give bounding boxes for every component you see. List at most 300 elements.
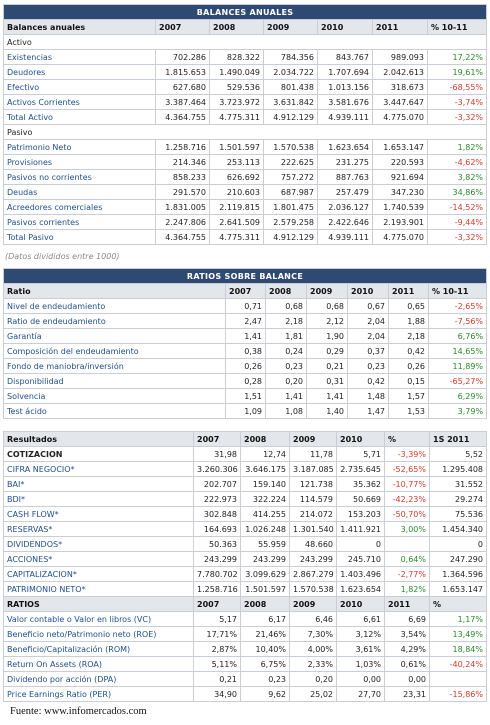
value-cell: 2.036.127 [318, 200, 373, 215]
value-cell: 3.387.464 [156, 95, 210, 110]
column-header: 2010 [348, 284, 389, 299]
value-cell: 2,33% [290, 657, 337, 672]
table-row [4, 552, 487, 567]
value-cell: 1,51 [226, 389, 266, 404]
pct-cell: 11,89% [429, 359, 487, 374]
table-row [4, 110, 487, 125]
value-cell: 1.258.716 [194, 582, 241, 597]
column-header: 2011 [385, 597, 430, 612]
row-label: Total Activo [4, 110, 156, 125]
row-label: CAPITALIZACION* [4, 567, 194, 582]
pct-cell: 1,82% [428, 140, 487, 155]
value-cell: 1,90 [307, 329, 348, 344]
table-row [4, 567, 487, 582]
header-row [4, 597, 487, 612]
value-cell: 843.767 [318, 50, 373, 65]
value-cell: 3.723.972 [210, 95, 264, 110]
value-cell: 1.801.475 [264, 200, 318, 215]
value-cell: 4.775.070 [373, 110, 428, 125]
table-row [4, 359, 487, 374]
value-cell: 2.193.901 [373, 215, 428, 230]
value-cell: 4.939.111 [318, 110, 373, 125]
value-cell: 2.042.613 [373, 65, 428, 80]
table-row [4, 125, 487, 140]
column-header: 2007 [226, 284, 266, 299]
pct-cell: 6,29% [429, 389, 487, 404]
row-label: Fondo de maniobra/inversión [4, 359, 226, 374]
value-cell: 0,68 [266, 299, 307, 314]
value-cell: 1.454.340 [430, 522, 487, 537]
pct-cell: 13,49% [430, 627, 487, 642]
value-cell: 121.738 [290, 477, 337, 492]
value-cell: 17,71% [194, 627, 241, 642]
pct-cell: 1,82% [385, 582, 430, 597]
table-row [4, 477, 487, 492]
pct-cell: -7,56% [429, 314, 487, 329]
column-header: 2009 [290, 432, 337, 447]
table-row [4, 657, 487, 672]
value-cell: 1,03% [337, 657, 385, 672]
value-cell: 29.274 [430, 492, 487, 507]
value-cell: 1.295.408 [430, 462, 487, 477]
ratios-balance-title: RATIOS SOBRE BALANCE [4, 269, 487, 284]
value-cell: 3.631.842 [264, 95, 318, 110]
value-cell: 1.570.538 [290, 582, 337, 597]
value-cell: 12,74 [241, 447, 290, 462]
value-cell: 210.603 [210, 185, 264, 200]
pct-cell: -3,32% [428, 230, 487, 245]
pct-cell: -3,32% [428, 110, 487, 125]
value-cell: 1.707.694 [318, 65, 373, 80]
table-row [4, 200, 487, 215]
value-cell: 0,00 [385, 672, 430, 687]
value-cell: 2.422.646 [318, 215, 373, 230]
row-label: Deudas [4, 185, 156, 200]
column-header: 2011 [373, 20, 428, 35]
value-cell: 414.255 [241, 507, 290, 522]
table-row [4, 687, 487, 702]
row-label: Composición del endeudamiento [4, 344, 226, 359]
value-cell: 1,40 [307, 404, 348, 419]
value-cell: 2.119.815 [210, 200, 264, 215]
value-cell: 1.623.654 [337, 582, 385, 597]
pct-cell: 17,22% [428, 50, 487, 65]
value-cell: 2,04 [348, 329, 389, 344]
pct-cell: -52,65% [385, 462, 430, 477]
value-cell: 222.973 [194, 492, 241, 507]
value-cell: 2,12 [307, 314, 348, 329]
value-cell: 23,31 [385, 687, 430, 702]
value-cell: 0,68 [307, 299, 348, 314]
pct-cell: -4,62% [428, 155, 487, 170]
column-header: 2009 [290, 597, 337, 612]
value-cell: 34,90 [194, 687, 241, 702]
column-header: % 10-11 [428, 20, 487, 35]
row-label: Activos Corrientes [4, 95, 156, 110]
value-cell: 1.301.540 [290, 522, 337, 537]
pct-cell: -40,24% [430, 657, 487, 672]
table-row [4, 155, 487, 170]
value-cell: 153.203 [337, 507, 385, 522]
row-label: COTIZACION [4, 447, 194, 462]
value-cell: 6,69 [385, 612, 430, 627]
value-cell: 4,29% [385, 642, 430, 657]
pct-cell: -2,65% [429, 299, 487, 314]
pct-cell: 6,76% [429, 329, 487, 344]
value-cell: 0,23 [266, 359, 307, 374]
value-cell: 1,41 [266, 389, 307, 404]
row-label: Ratio de endeudamiento [4, 314, 226, 329]
value-cell: 529.536 [210, 80, 264, 95]
value-cell: 687.987 [264, 185, 318, 200]
value-cell: 0,26 [389, 359, 429, 374]
value-cell: 214.072 [290, 507, 337, 522]
pct-cell: 1,17% [430, 612, 487, 627]
pct-cell: -42,23% [385, 492, 430, 507]
table-row [4, 170, 487, 185]
value-cell: 231.275 [318, 155, 373, 170]
table-row [4, 299, 487, 314]
value-cell: 75.536 [430, 507, 487, 522]
value-cell: 921.694 [373, 170, 428, 185]
pct-cell: 18,84% [430, 642, 487, 657]
value-cell: 214.346 [156, 155, 210, 170]
value-cell: 31,98 [194, 447, 241, 462]
pct-cell: -50,70% [385, 507, 430, 522]
value-cell: 858.233 [156, 170, 210, 185]
row-label: Pasivos no corrientes [4, 170, 156, 185]
value-cell: 243.299 [194, 552, 241, 567]
value-cell: 159.140 [241, 477, 290, 492]
row-label: Beneficio neto/Patrimonio neto (ROE) [4, 627, 194, 642]
column-header: 2008 [266, 284, 307, 299]
value-cell: 220.593 [373, 155, 428, 170]
column-header: 2010 [318, 20, 373, 35]
value-cell: 1.013.156 [318, 80, 373, 95]
value-cell: 702.286 [156, 50, 210, 65]
value-cell: 5,71 [337, 447, 385, 462]
value-cell: 7.780.702 [194, 567, 241, 582]
value-cell: 1.653.147 [373, 140, 428, 155]
resultados-panel [3, 431, 486, 702]
value-cell: 5,52 [430, 447, 487, 462]
value-cell: 2.579.258 [264, 215, 318, 230]
value-cell: 222.625 [264, 155, 318, 170]
section-label: Activo [4, 35, 487, 50]
value-cell: 1.740.539 [373, 200, 428, 215]
table-row [4, 462, 487, 477]
balances-title: BALANCES ANUALES [4, 5, 487, 20]
value-cell: 322.224 [241, 492, 290, 507]
units-note: (Datos divididos entre 1000) [5, 252, 120, 261]
pct-cell: 14,65% [429, 344, 487, 359]
value-cell: 2,47 [226, 314, 266, 329]
ratios-balance-table [3, 268, 487, 419]
value-cell: 0,23 [348, 359, 389, 374]
value-cell: 243.299 [241, 552, 290, 567]
table-row [4, 140, 487, 155]
value-cell: 114.579 [290, 492, 337, 507]
table-row [4, 65, 487, 80]
column-header: % [430, 597, 487, 612]
value-cell: 801.438 [264, 80, 318, 95]
value-cell: 2,04 [348, 314, 389, 329]
value-cell: 887.763 [318, 170, 373, 185]
value-cell: 247.290 [430, 552, 487, 567]
table-row [4, 185, 487, 200]
row-label: Deudores [4, 65, 156, 80]
value-cell: 989.093 [373, 50, 428, 65]
pct-cell [385, 537, 430, 552]
balances-table [3, 4, 487, 245]
value-cell: 0,00 [337, 672, 385, 687]
row-label: Total Pasivo [4, 230, 156, 245]
value-cell: 2.247.806 [156, 215, 210, 230]
row-label: PATRIMONIO NETO* [4, 582, 194, 597]
table-row [4, 404, 487, 419]
row-label: ACCIONES* [4, 552, 194, 567]
table-row [4, 582, 487, 597]
header-row [4, 20, 487, 35]
column-header: % [385, 432, 430, 447]
value-cell: 1,57 [389, 389, 429, 404]
value-cell: 3.581.676 [318, 95, 373, 110]
pct-cell: 19,61% [428, 65, 487, 80]
value-cell: 0,71 [226, 299, 266, 314]
column-header: 2007 [156, 20, 210, 35]
row-label: BDI* [4, 492, 194, 507]
pct-cell: -2,77% [385, 567, 430, 582]
value-cell: 4.939.111 [318, 230, 373, 245]
value-cell: 2,87% [194, 642, 241, 657]
value-cell: 0,42 [389, 344, 429, 359]
column-header: 2011 [389, 284, 429, 299]
value-cell: 4.364.755 [156, 230, 210, 245]
header-row [4, 432, 487, 447]
row-label: Dividendo por acción (DPA) [4, 672, 194, 687]
value-cell: 3,54% [385, 627, 430, 642]
value-cell: 4.775.070 [373, 230, 428, 245]
value-cell: 50.363 [194, 537, 241, 552]
table-row [4, 80, 487, 95]
value-cell: 3.447.647 [373, 95, 428, 110]
value-cell: 5,11% [194, 657, 241, 672]
value-cell: 1.570.538 [264, 140, 318, 155]
value-cell: 1,88 [389, 314, 429, 329]
value-cell: 3,61% [337, 642, 385, 657]
column-header: RATIOS [4, 597, 194, 612]
value-cell: 0,28 [226, 374, 266, 389]
section-label: Pasivo [4, 125, 487, 140]
table-row [4, 35, 487, 50]
value-cell: 1,41 [226, 329, 266, 344]
pct-cell: 34,86% [428, 185, 487, 200]
column-header: 2009 [264, 20, 318, 35]
row-label: Pasivos corrientes [4, 215, 156, 230]
value-cell: 245.710 [337, 552, 385, 567]
value-cell: 0,65 [389, 299, 429, 314]
table-row [4, 374, 487, 389]
row-label: Beneficio/Capitalización (ROM) [4, 642, 194, 657]
value-cell: 0,21 [307, 359, 348, 374]
value-cell: 1.026.248 [241, 522, 290, 537]
value-cell: 6,61 [337, 612, 385, 627]
table-row [4, 672, 487, 687]
value-cell: 35.362 [337, 477, 385, 492]
value-cell: 4.775.311 [210, 110, 264, 125]
table-row [4, 95, 487, 110]
pct-cell: -15,86% [430, 687, 487, 702]
ratios-balance-panel [3, 268, 486, 419]
value-cell: 1.490.049 [210, 65, 264, 80]
table-row [4, 522, 487, 537]
value-cell: 164.693 [194, 522, 241, 537]
table-row [4, 50, 487, 65]
value-cell: 7,30% [290, 627, 337, 642]
value-cell: 1.831.005 [156, 200, 210, 215]
value-cell: 0,37 [348, 344, 389, 359]
table-row [4, 447, 487, 462]
pct-cell: -14,52% [428, 200, 487, 215]
row-label: Provisiones [4, 155, 156, 170]
balances-anuales-panel [3, 4, 486, 245]
value-cell: 347.230 [373, 185, 428, 200]
pct-cell: 0,64% [385, 552, 430, 567]
pct-cell: -3,74% [428, 95, 487, 110]
table-row [4, 612, 487, 627]
value-cell: 3.099.629 [241, 567, 290, 582]
value-cell: 50.669 [337, 492, 385, 507]
value-cell: 0,24 [266, 344, 307, 359]
column-header: 2007 [194, 432, 241, 447]
column-header: 2008 [241, 597, 290, 612]
value-cell: 1.411.921 [337, 522, 385, 537]
value-cell: 0,20 [266, 374, 307, 389]
value-cell: 0,38 [226, 344, 266, 359]
table-row [4, 537, 487, 552]
value-cell: 0,23 [241, 672, 290, 687]
value-cell: 1.364.596 [430, 567, 487, 582]
row-label: Acreedores comerciales [4, 200, 156, 215]
value-cell: 1,41 [307, 389, 348, 404]
row-label: Price Earnings Ratio (PER) [4, 687, 194, 702]
table-row [4, 329, 487, 344]
value-cell: 1.623.654 [318, 140, 373, 155]
value-cell: 318.673 [373, 80, 428, 95]
row-label: Solvencia [4, 389, 226, 404]
table-row [4, 389, 487, 404]
row-label: BAI* [4, 477, 194, 492]
row-label: Existencias [4, 50, 156, 65]
table-row [4, 230, 487, 245]
value-cell: 21,46% [241, 627, 290, 642]
value-cell: 31.552 [430, 477, 487, 492]
table-row [4, 215, 487, 230]
value-cell: 626.692 [210, 170, 264, 185]
value-cell: 302.848 [194, 507, 241, 522]
pct-cell: 3,79% [429, 404, 487, 419]
value-cell: 0,26 [226, 359, 266, 374]
resultados-table [3, 431, 487, 702]
value-cell: 1,48 [348, 389, 389, 404]
column-header: Balances anuales [4, 20, 156, 35]
row-label: CIFRA NEGOCIO* [4, 462, 194, 477]
table-row [4, 344, 487, 359]
value-cell: 784.356 [264, 50, 318, 65]
column-header: Resultados [4, 432, 194, 447]
value-cell: 0,67 [348, 299, 389, 314]
value-cell: 2.641.509 [210, 215, 264, 230]
value-cell: 6,75% [241, 657, 290, 672]
value-cell: 1.815.653 [156, 65, 210, 80]
value-cell: 828.322 [210, 50, 264, 65]
row-label: Patrimonio Neto [4, 140, 156, 155]
table-row [4, 642, 487, 657]
value-cell: 11,78 [290, 447, 337, 462]
table-row [4, 627, 487, 642]
value-cell: 5,17 [194, 612, 241, 627]
value-cell: 1.403.496 [337, 567, 385, 582]
pct-cell: -10,77% [385, 477, 430, 492]
value-cell: 1,81 [266, 329, 307, 344]
value-cell: 202.707 [194, 477, 241, 492]
pct-cell: -3,39% [385, 447, 430, 462]
value-cell: 257.479 [318, 185, 373, 200]
value-cell: 0,20 [290, 672, 337, 687]
value-cell: 4.912.129 [264, 230, 318, 245]
column-header: 2008 [210, 20, 264, 35]
value-cell: 1.501.597 [210, 140, 264, 155]
pct-cell: 3,82% [428, 170, 487, 185]
value-cell: 0,15 [389, 374, 429, 389]
table-row [4, 507, 487, 522]
column-header: 2008 [241, 432, 290, 447]
value-cell: 2,18 [389, 329, 429, 344]
value-cell: 291.570 [156, 185, 210, 200]
pct-cell: -68,55% [428, 80, 487, 95]
value-cell: 0,31 [307, 374, 348, 389]
value-cell: 48.660 [290, 537, 337, 552]
row-label: Efectivo [4, 80, 156, 95]
column-header: 1S 2011 [430, 432, 487, 447]
value-cell: 2.034.722 [264, 65, 318, 80]
column-header: 2007 [194, 597, 241, 612]
row-label: Valor contable o Valor en libros (VC) [4, 612, 194, 627]
value-cell: 4.775.311 [210, 230, 264, 245]
value-cell: 1.258.716 [156, 140, 210, 155]
value-cell: 0 [430, 537, 487, 552]
value-cell: 6,17 [241, 612, 290, 627]
value-cell: 2.867.279 [290, 567, 337, 582]
column-header: % 10-11 [429, 284, 487, 299]
value-cell: 2,18 [266, 314, 307, 329]
row-label: Garantía [4, 329, 226, 344]
value-cell: 3.187.085 [290, 462, 337, 477]
value-cell: 1,47 [348, 404, 389, 419]
value-cell: 6,46 [290, 612, 337, 627]
row-label: Nivel de endeudamiento [4, 299, 226, 314]
column-header: 2010 [337, 597, 385, 612]
value-cell: 1,08 [266, 404, 307, 419]
value-cell: 0,21 [194, 672, 241, 687]
value-cell: 253.113 [210, 155, 264, 170]
row-label: Test ácido [4, 404, 226, 419]
table-row [4, 492, 487, 507]
value-cell: 9,62 [241, 687, 290, 702]
table-row [4, 314, 487, 329]
value-cell: 27,70 [337, 687, 385, 702]
pct-cell: -9,44% [428, 215, 487, 230]
